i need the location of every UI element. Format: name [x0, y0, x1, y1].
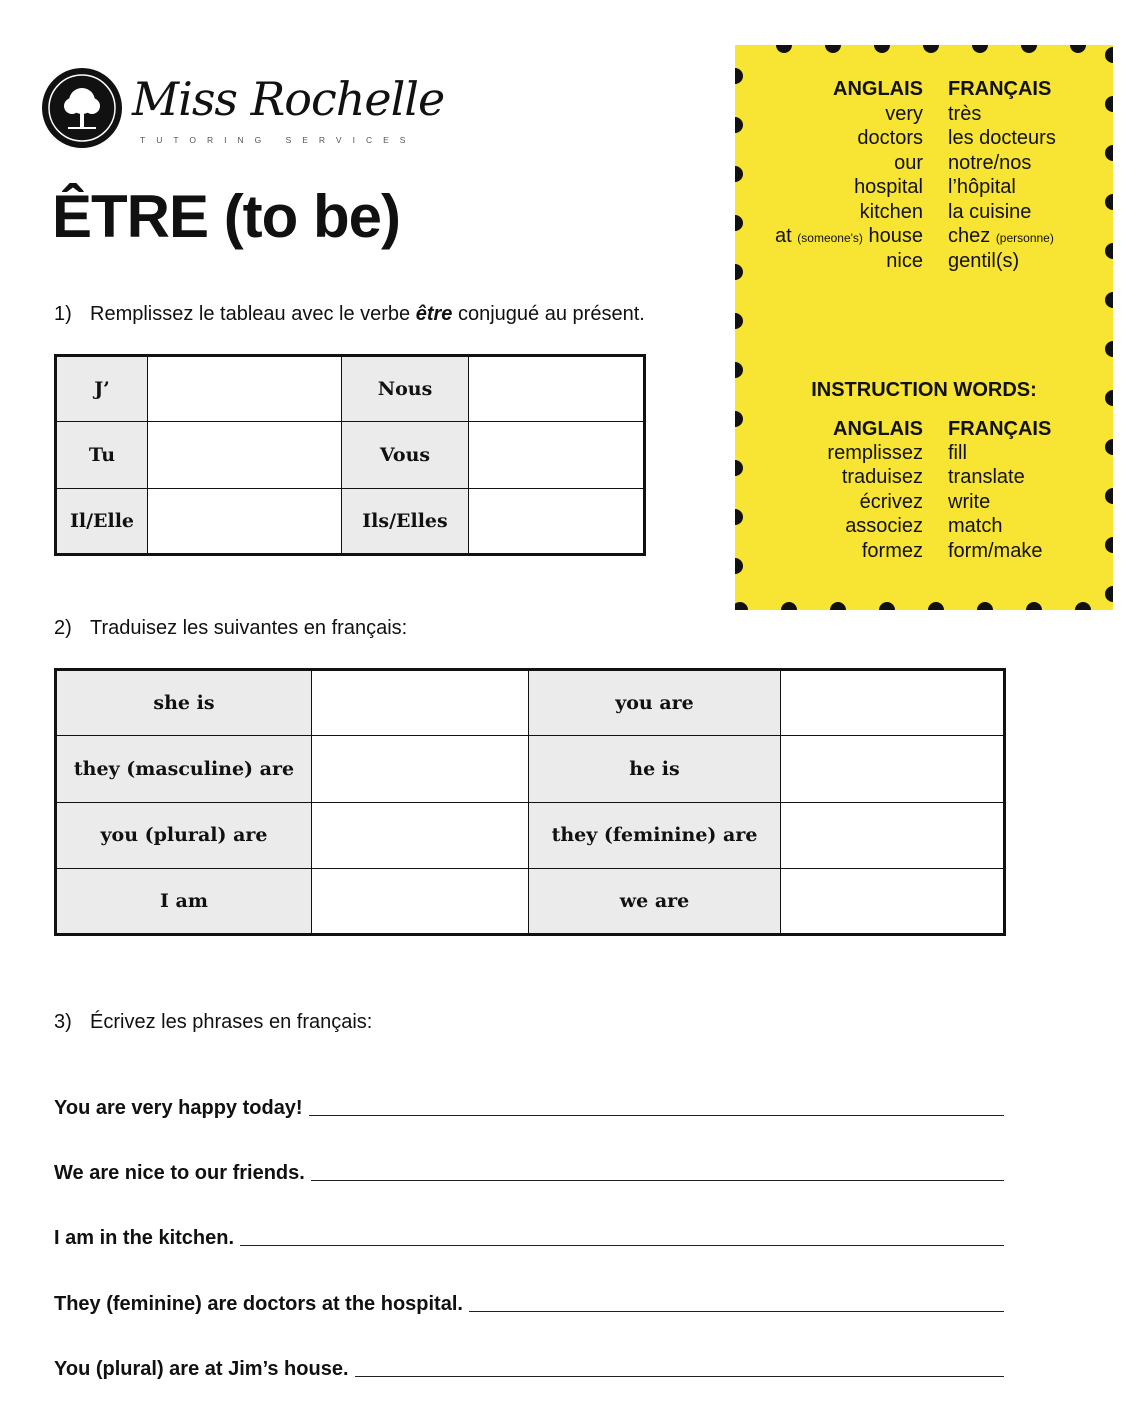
vocab-fr: les docteurs: [948, 127, 1056, 149]
vocab-en: nice: [886, 250, 923, 272]
vocab-en-small: (someone's): [797, 231, 863, 245]
exercise-3-text: Écrivez les phrases en français:: [90, 1011, 373, 1033]
sentence-row: [54, 1293, 1004, 1316]
page-title: ÊTRE (to be): [52, 183, 400, 250]
border-dot: [928, 602, 944, 610]
border-dot: [977, 602, 993, 610]
vocab-en: very: [885, 103, 923, 125]
instruction-en: traduisez: [841, 466, 923, 488]
border-dot: [735, 215, 743, 231]
border-dot: [735, 117, 743, 133]
answer-cell[interactable]: [312, 868, 529, 934]
instruction-en: formez: [861, 540, 923, 562]
answer-line[interactable]: [311, 1179, 1004, 1181]
answer-cell[interactable]: [469, 356, 645, 422]
vocab-fr: très: [948, 103, 982, 125]
border-dot: [874, 45, 890, 53]
answer-cell[interactable]: [148, 422, 342, 488]
answer-cell[interactable]: [148, 488, 342, 554]
conjugation-table: [54, 354, 646, 556]
answer-cell[interactable]: [312, 802, 529, 868]
answer-line[interactable]: [355, 1375, 1004, 1377]
instruction-fr: translate: [948, 466, 1025, 488]
phrase-label: you are: [529, 670, 781, 736]
border-dot: [1105, 145, 1113, 161]
phrase-label: he is: [529, 736, 781, 802]
logo-tagline: TUTORING SERVICES: [140, 135, 417, 145]
vocab-en-post: house: [868, 225, 923, 247]
border-dot: [879, 602, 895, 610]
border-dot: [735, 68, 743, 84]
instruction-header-en: ANGLAIS: [833, 418, 923, 440]
answer-cell[interactable]: [469, 422, 645, 488]
border-dot: [1105, 439, 1113, 455]
exercise-2-number: 2): [54, 617, 72, 639]
exercise-2-instruction: [54, 617, 407, 640]
sentence-row: [54, 1097, 1004, 1120]
vocab-header-en: ANGLAIS: [833, 78, 923, 100]
answer-line[interactable]: [240, 1244, 1004, 1246]
sentence-prompt: You (plural) are at Jim’s house.: [54, 1358, 349, 1380]
answer-cell[interactable]: [312, 670, 529, 736]
exercise-3-instruction: [54, 1011, 372, 1034]
border-dot: [1105, 292, 1113, 308]
phrase-label: I am: [56, 868, 312, 934]
sentence-row: [54, 1162, 1004, 1185]
pronoun-label: Tu: [56, 422, 148, 488]
vocab-en-pre: at: [775, 225, 792, 247]
answer-line[interactable]: [469, 1310, 1004, 1312]
border-dot: [1105, 488, 1113, 504]
sentence-prompt: You are very happy today!: [54, 1097, 303, 1119]
border-dot: [1105, 194, 1113, 210]
border-dot: [1070, 45, 1086, 53]
phrase-label: they (feminine) are: [529, 802, 781, 868]
sentence-prompt: They (feminine) are doctors at the hospital.: [54, 1293, 463, 1315]
sentence-prompt: I am in the kitchen.: [54, 1227, 235, 1249]
exercise-1-text-after: conjugué au présent.: [452, 303, 645, 325]
phrase-label: we are: [529, 868, 781, 934]
answer-cell[interactable]: [469, 488, 645, 554]
phrase-label: she is: [56, 670, 312, 736]
border-dot: [735, 602, 748, 610]
border-dot: [735, 509, 743, 525]
vocab-en: [775, 224, 923, 251]
logo-name: Miss Rochelle: [132, 72, 445, 126]
tree-icon: [42, 68, 122, 148]
vocab-header-fr: FRANÇAIS: [948, 78, 1052, 100]
instruction-words-title: [735, 378, 1113, 403]
vocab-fr-small: (personne): [995, 231, 1054, 245]
vocab-fr: la cuisine: [948, 201, 1032, 223]
border-dot: [781, 602, 797, 610]
answer-cell[interactable]: [312, 736, 529, 802]
exercise-2-text: Traduisez les suivantes en français:: [90, 617, 408, 639]
answer-cell[interactable]: [781, 736, 1005, 802]
phrase-label: they (masculine) are: [56, 736, 312, 802]
sentence-prompt: We are nice to our friends.: [54, 1162, 305, 1184]
border-dot: [776, 45, 792, 53]
answer-cell[interactable]: [148, 356, 342, 422]
border-dot: [1105, 341, 1113, 357]
vocab-en: kitchen: [859, 201, 923, 223]
instruction-fr: match: [948, 515, 1003, 537]
border-dot: [1021, 45, 1037, 53]
pronoun-label: Ils/Elles: [342, 488, 469, 554]
vocab-en: doctors: [857, 127, 923, 149]
border-dot: [923, 45, 939, 53]
pronoun-label: Il/Elle: [56, 488, 148, 554]
border-dot: [1105, 537, 1113, 553]
border-dot: [1105, 243, 1113, 259]
border-dot: [735, 264, 743, 280]
vocab-fr: gentil(s): [948, 250, 1020, 272]
exercise-1-text-before: Remplissez le tableau avec le verbe: [90, 303, 416, 325]
answer-cell[interactable]: [781, 802, 1005, 868]
border-dot: [735, 166, 743, 182]
border-dot: [735, 558, 743, 574]
vocab-fr: l’hôpital: [948, 176, 1016, 198]
instruction-title-text: INSTRUCTION WORDS:: [811, 379, 1037, 401]
vocab-fr: [948, 224, 1054, 251]
vocab-fr: notre/nos: [948, 152, 1032, 174]
instruction-fr: write: [948, 491, 991, 513]
instruction-fr: fill: [948, 442, 967, 464]
phrase-label: you (plural) are: [56, 802, 312, 868]
border-dot: [830, 602, 846, 610]
border-dot: [1105, 96, 1113, 112]
pronoun-label: J’: [56, 356, 148, 422]
exercise-1-number: 1): [54, 303, 72, 325]
exercise-1-instruction: [54, 303, 645, 326]
sentence-row: [54, 1227, 1004, 1250]
instruction-en: associez: [845, 515, 923, 537]
instruction-fr: form/make: [948, 540, 1043, 562]
translation-table: [54, 668, 1006, 936]
pronoun-label: Nous: [342, 356, 469, 422]
vocab-en: our: [894, 152, 923, 174]
instruction-en: écrivez: [859, 491, 923, 513]
border-dot: [1105, 586, 1113, 602]
logo-tree-icon: [42, 68, 122, 148]
instruction-en: remplissez: [827, 442, 923, 464]
border-dot: [972, 45, 988, 53]
vocab-fr-main: chez: [948, 225, 991, 247]
pronoun-label: Vous: [342, 422, 469, 488]
answer-cell[interactable]: [781, 868, 1005, 934]
vocabulary-box: [735, 45, 1113, 610]
exercise-3-number: 3): [54, 1011, 72, 1033]
sentence-row: [54, 1358, 1004, 1381]
border-dot: [1026, 602, 1042, 610]
instruction-header-fr: FRANÇAIS: [948, 418, 1052, 440]
border-dot: [735, 313, 743, 329]
answer-cell[interactable]: [781, 670, 1005, 736]
border-dot: [735, 411, 743, 427]
border-dot: [825, 45, 841, 53]
answer-line[interactable]: [309, 1114, 1004, 1116]
vocab-en: hospital: [854, 176, 923, 198]
border-dot: [735, 460, 743, 476]
border-dot: [1105, 47, 1113, 63]
exercise-1-emphasis: être: [415, 303, 453, 325]
border-dot: [1075, 602, 1091, 610]
border-dot: [735, 362, 743, 378]
